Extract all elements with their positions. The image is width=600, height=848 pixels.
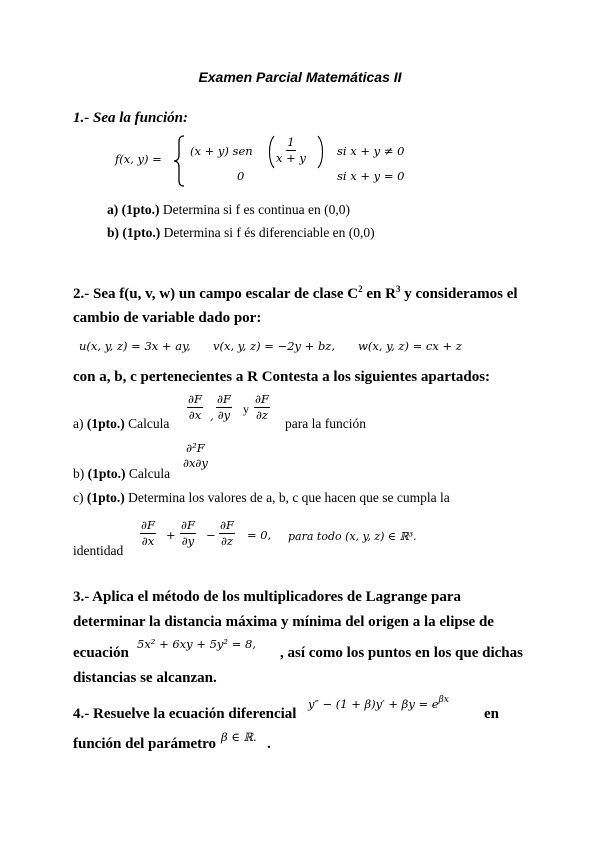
- case2-expression: 0: [237, 169, 245, 183]
- case1-expression: (x + y) sen: [190, 144, 253, 158]
- q2-item-a-lead: [73, 416, 169, 432]
- q2-heading-part3: y consideramos el: [400, 286, 518, 302]
- id-dFdy-numerator: ∂F: [181, 518, 195, 532]
- y-connector: y: [243, 402, 249, 416]
- case1-fraction: [276, 135, 306, 166]
- frac-dFdz: [254, 392, 270, 423]
- change-v: v(x, y, z) = −2y + bz,: [213, 339, 336, 353]
- dFdy-denominator: ∂y: [217, 408, 231, 422]
- q2-heading-sup2: 3: [395, 284, 401, 294]
- q2-a-text: Calcula: [128, 416, 170, 431]
- d2F-numerator: ∂²F: [186, 441, 205, 455]
- q1-a-text: Determina si f es continua en (0,0): [162, 202, 350, 217]
- q1-item-a: [107, 202, 350, 218]
- q1-function-definition: [115, 135, 405, 187]
- id-dFdy-denominator: ∂y: [181, 534, 195, 548]
- q2-item-b-lead: [73, 466, 170, 482]
- id-plus: +: [166, 528, 176, 542]
- q4-equation: [308, 697, 449, 711]
- case1-fraction-denominator: x + y: [276, 151, 306, 165]
- id-for-all: para todo (x, y, z) ∈ ℝ³.: [288, 530, 417, 543]
- q4-eq-sup: βx: [438, 695, 449, 705]
- q4-eq-main: y″ − (1 + β)y′ + βy = e: [308, 697, 439, 711]
- d2F-denominator: ∂x∂y: [183, 456, 208, 470]
- id-dFdz-denominator: ∂z: [220, 534, 233, 548]
- q2-heading-line2: cambio de variable dado por:: [73, 310, 262, 326]
- comma-sep: ,: [210, 409, 214, 423]
- q1-b-points: (1pto.): [122, 225, 161, 240]
- dFdx-denominator: ∂x: [188, 408, 202, 422]
- q3-line3-b: , así como los puntos en los que dichas: [280, 645, 523, 661]
- q2-item-c: [73, 490, 450, 506]
- q3-equation: 5x² + 6xy + 5y² = 8,: [137, 637, 256, 651]
- case1-condition: si x + y ≠ 0: [337, 144, 405, 158]
- frac-dFdy: [216, 392, 232, 423]
- q1-a-label: a): [107, 202, 119, 217]
- q2-b-points: (1pto.): [87, 466, 126, 481]
- q2-c-text: Determina los valores de a, b, c que hacen que se cumpla la: [128, 490, 450, 505]
- id-frac-dFdx: [140, 518, 156, 549]
- dFdx-numerator: ∂F: [188, 392, 202, 406]
- q3-line1: 3.- Aplica el método de los multiplicadores de Lagrange para: [73, 589, 462, 605]
- q2-a-label: a): [73, 416, 84, 431]
- dFdy-numerator: ∂F: [217, 392, 231, 406]
- left-paren-icon: [267, 135, 275, 169]
- q2-subheading: con a, b, c pertenecientes a R Contesta a los siguientes apartados:: [73, 369, 491, 385]
- id-dFdx-numerator: ∂F: [141, 518, 155, 532]
- id-frac-dFdy: [180, 518, 196, 549]
- id-dFdx-denominator: ∂x: [141, 534, 155, 548]
- right-paren-icon: [317, 135, 325, 169]
- q4-line1-a: 4.- Resuelve la ecuación diferencial: [73, 706, 297, 722]
- exam-title: Examen Parcial Matemáticas II: [198, 69, 402, 85]
- q2-b-label: b): [73, 466, 85, 481]
- q2-heading-part2: en R: [362, 286, 396, 302]
- q4-line1-b: en: [484, 706, 499, 722]
- q3-line3-a: ecuación: [73, 645, 129, 661]
- q4-param: β ∈ ℝ.: [221, 730, 257, 744]
- q2-heading-part1: 2.- Sea f(u, v, w) un campo escalar de clase C: [73, 286, 359, 302]
- case1-fraction-numerator: 1: [287, 135, 295, 149]
- q2-a-tail: para la función: [285, 416, 366, 431]
- dFdz-numerator: ∂F: [255, 392, 269, 406]
- q2-b-text: Calcula: [128, 466, 171, 481]
- frac-d2F: [183, 441, 208, 471]
- q1-b-label: b): [107, 225, 120, 240]
- q2-heading-sup1: 2: [358, 284, 363, 294]
- q3-line2: determinar la distancia máxima y mínima del origen a la elipse de: [73, 614, 494, 630]
- case2-condition: si x + y = 0: [337, 169, 405, 183]
- f-lhs: f(x, y) =: [115, 152, 162, 166]
- q2-c-points: (1pto.): [86, 490, 125, 505]
- identity-word: identidad: [73, 543, 124, 558]
- q4-line2-a: función del parámetro: [73, 736, 217, 752]
- change-u: u(x, y, z) = 3x + ay,: [79, 339, 191, 353]
- id-frac-dFdz: [219, 518, 235, 549]
- q1-b-text: Determina si f és diferenciable en (0,0): [163, 225, 375, 240]
- q4-line2-b: .: [267, 736, 271, 752]
- id-dFdz-numerator: ∂F: [220, 518, 234, 532]
- id-minus: −: [206, 528, 216, 542]
- frac-dFdx: [187, 392, 203, 423]
- id-equals-zero: = 0,: [247, 528, 272, 542]
- dFdz-denominator: ∂z: [255, 408, 268, 422]
- q2-heading-line1: [73, 286, 518, 303]
- q1-item-b: [107, 225, 375, 241]
- q2-a-points: (1pto.): [86, 416, 125, 431]
- left-brace-icon: [172, 135, 186, 187]
- q2-c-label: c): [73, 490, 84, 505]
- change-w: w(x, y, z) = cx + z: [358, 339, 462, 353]
- q1-heading: 1.- Sea la función:: [73, 110, 189, 126]
- q3-line4: distancias se alcanzan.: [73, 670, 217, 686]
- q1-a-points: (1pto.): [121, 202, 160, 217]
